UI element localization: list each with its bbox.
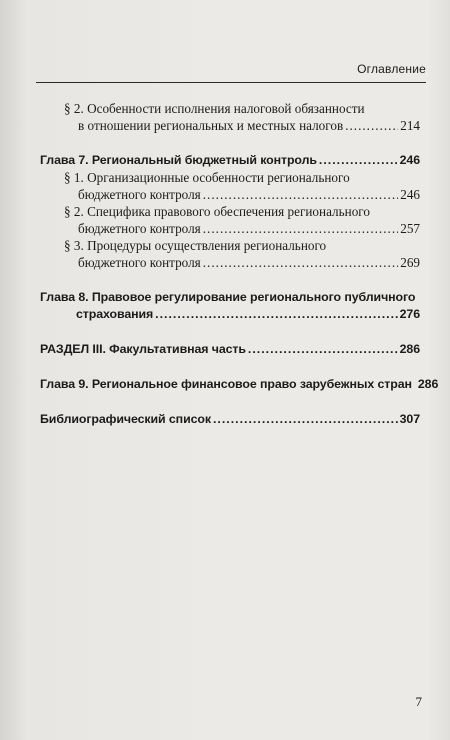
- toc-page-number: 214: [400, 118, 420, 133]
- toc-chapter-title: Глава 7. Региональный бюджетный контроль: [40, 153, 317, 167]
- toc-page-number: 307: [399, 412, 420, 426]
- toc-chapter-title: Глава 8. Правовое регулирование регионального публичного: [40, 290, 416, 304]
- leader-dots: [319, 152, 398, 169]
- toc-page-number: 257: [400, 221, 420, 236]
- toc-page-number: 276: [399, 307, 420, 321]
- leader-dots: [155, 306, 397, 323]
- toc-entry-title: § 1. Организационные особенности регионального: [64, 170, 350, 185]
- page-number: 7: [415, 694, 422, 709]
- toc-chapter[interactable]: [40, 289, 420, 323]
- toc-entry-title: § 2. Особенности исполнения налоговой обязанности: [64, 101, 365, 116]
- toc-page-number: 246: [399, 153, 420, 167]
- toc-bibliography-title: Библиографический список: [40, 412, 211, 426]
- toc-entry[interactable]: [40, 100, 420, 134]
- toc-chapter[interactable]: [40, 152, 420, 169]
- toc-chapter[interactable]: [40, 376, 439, 393]
- toc-part[interactable]: [40, 341, 420, 358]
- leader-dots: [248, 341, 398, 358]
- leader-dots: [345, 117, 398, 134]
- toc-entry-title: § 2. Специфика правового обеспечения регионального: [64, 204, 370, 219]
- toc-entry-title-cont: бюджетного контроля: [78, 187, 201, 202]
- toc-entry-title-cont: бюджетного контроля: [78, 255, 201, 270]
- toc-entry-title-cont: в отношении региональных и местных налогов: [78, 118, 344, 133]
- toc-entry-title-cont: бюджетного контроля: [78, 221, 201, 236]
- toc-bibliography[interactable]: [40, 411, 420, 428]
- toc-chapter-title-cont: страхования: [76, 307, 154, 321]
- toc-entry-title: § 3. Процедуры осуществления регионального: [64, 238, 327, 253]
- leader-dots: [203, 220, 398, 237]
- leader-dots: [203, 186, 398, 203]
- toc-entry[interactable]: [40, 203, 420, 237]
- toc-entry[interactable]: [40, 237, 420, 271]
- toc-page-number: 286: [417, 377, 439, 391]
- toc-page-number: 286: [399, 342, 420, 356]
- leader-dots: [213, 411, 398, 428]
- toc-chapter-title: Глава 9. Региональное финансовое право зарубежных стран: [40, 377, 412, 391]
- toc-entry[interactable]: [40, 169, 420, 203]
- header-rule: [36, 82, 426, 83]
- toc-part-title: РАЗДЕЛ III. Факультативная часть: [40, 342, 246, 356]
- leader-dots: [203, 254, 398, 271]
- toc-page-number: 269: [400, 255, 420, 270]
- toc-page-number: 246: [400, 187, 420, 202]
- running-header: Оглавление: [357, 62, 426, 76]
- table-of-contents: [40, 100, 439, 428]
